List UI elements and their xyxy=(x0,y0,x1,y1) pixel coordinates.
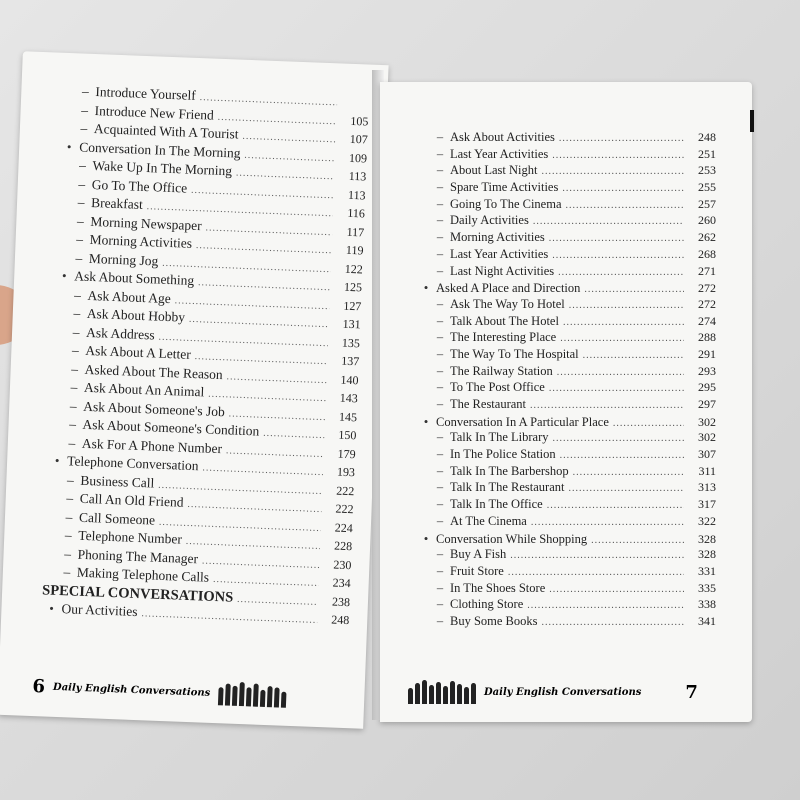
dash-icon: – xyxy=(68,434,76,451)
dash-icon: – xyxy=(436,363,444,378)
toc-entry xyxy=(416,213,716,230)
toc-entry-page: 140 xyxy=(340,372,359,387)
dot-leader xyxy=(263,428,325,441)
toc-entry xyxy=(416,430,716,447)
toc-entry-title: Wake Up In The Morning xyxy=(92,157,233,179)
toc-entry-page: 257 xyxy=(698,196,716,211)
dash-icon: – xyxy=(436,330,444,345)
toc-entry xyxy=(416,380,716,397)
toc-entry-title: Last Night Activities xyxy=(450,263,555,278)
toc-entry xyxy=(416,297,716,314)
dash-icon: – xyxy=(80,120,88,136)
dash-icon: – xyxy=(66,490,74,506)
toc-entry-title: In The Shoes Store xyxy=(450,580,546,595)
toc-entry-page: 119 xyxy=(345,242,364,258)
dash-icon: – xyxy=(64,527,73,543)
toc-entry-title: Call Someone xyxy=(78,509,156,528)
dash-icon: – xyxy=(77,194,85,210)
toc-entry-page: 331 xyxy=(698,563,716,578)
toc-entry-page: 253 xyxy=(698,163,716,178)
dot-leader xyxy=(205,222,332,238)
people-silhouette-icon xyxy=(408,680,476,704)
toc-entry-page: 288 xyxy=(698,330,716,345)
dash-icon: – xyxy=(75,249,83,266)
bullet-icon: • xyxy=(54,452,60,468)
dot-leader xyxy=(510,550,684,561)
dash-icon: – xyxy=(436,346,444,361)
dash-icon: – xyxy=(436,597,444,612)
toc-entry-page: 113 xyxy=(348,168,367,184)
bullet-icon: • xyxy=(66,138,72,154)
toc-entry-page: 150 xyxy=(338,427,357,443)
toc-entry-title: The Interesting Place xyxy=(450,330,557,345)
toc-entry-title: Asked About The Reason xyxy=(84,361,224,382)
toc-entry xyxy=(416,597,716,614)
dash-icon: – xyxy=(436,397,444,411)
dash-icon: – xyxy=(436,180,444,195)
toc-entry-page: 116 xyxy=(347,205,366,221)
dot-leader xyxy=(242,131,336,146)
dot-leader xyxy=(559,133,684,144)
toc-entry-page: 311 xyxy=(698,463,716,478)
toc-entry-title: Conversation In The Morning xyxy=(78,138,241,161)
toc-entry-title: Business Call xyxy=(80,472,155,491)
toc-entry-page: 297 xyxy=(698,397,716,411)
dot-leader xyxy=(228,408,325,423)
toc-entry-title: Talk In The Barbershop xyxy=(450,463,569,478)
toc-entry xyxy=(416,163,716,180)
dot-leader xyxy=(186,536,321,552)
toc-entry-title: Telephone Number xyxy=(78,527,183,547)
dash-icon: – xyxy=(72,323,80,340)
dot-leader xyxy=(533,216,684,227)
dot-leader xyxy=(236,167,335,182)
toc-entry-page: 193 xyxy=(336,464,356,480)
dot-leader xyxy=(560,333,684,344)
toc-entry-title: At The Cinema xyxy=(450,513,527,528)
dash-icon: – xyxy=(436,246,444,261)
toc-entry-title: Conversation In A Particular Place xyxy=(436,414,609,429)
toc-entry xyxy=(416,547,716,564)
dot-leader xyxy=(613,418,684,429)
dash-icon: – xyxy=(71,360,79,377)
toc-entry-page: 105 xyxy=(350,113,369,129)
toc-entry xyxy=(416,614,716,631)
dot-leader xyxy=(508,567,684,578)
toc-entry-page: 272 xyxy=(698,281,716,296)
toc-section xyxy=(416,531,716,548)
toc-entry-page: 262 xyxy=(698,230,716,245)
toc-entry-page: 107 xyxy=(349,131,369,147)
dot-leader xyxy=(200,92,338,108)
toc-entry-title: Clothing Store xyxy=(450,597,524,612)
toc-entry-page: 122 xyxy=(344,261,364,276)
toc-entry-title: To The Post Office xyxy=(450,380,545,395)
dash-icon: – xyxy=(436,380,444,395)
dot-leader xyxy=(218,111,337,127)
bullet-icon: • xyxy=(423,530,429,546)
toc-entry-page: 137 xyxy=(340,353,360,369)
toc-entry-title: Morning Jog xyxy=(88,250,159,269)
dot-leader xyxy=(527,600,684,611)
dot-leader xyxy=(584,284,684,295)
toc-entry xyxy=(416,464,716,481)
toc-entry-title: Ask About Someone's Condition xyxy=(82,416,260,439)
dot-leader xyxy=(542,166,685,177)
toc-entry-page: 307 xyxy=(698,447,716,462)
dash-icon: – xyxy=(436,580,444,595)
toc-entry-title: Telephone Conversation xyxy=(66,453,199,474)
dash-icon: – xyxy=(78,157,87,173)
toc-entry-title: Our Activities xyxy=(61,601,138,620)
dash-icon: – xyxy=(436,313,444,328)
dot-leader xyxy=(542,617,684,628)
dot-leader xyxy=(237,593,318,607)
toc-entry-title: Introduce Yourself xyxy=(95,84,197,103)
toc-entry-title: Ask For A Phone Number xyxy=(81,435,223,456)
dot-leader xyxy=(568,483,684,494)
dash-icon: – xyxy=(436,497,444,512)
left-page xyxy=(0,51,389,729)
dash-icon: – xyxy=(436,196,444,211)
toc-entry-title: Ask About Someone's Job xyxy=(83,398,226,419)
toc-entry xyxy=(416,364,716,381)
dot-leader xyxy=(547,500,684,511)
toc-entry-title: Last Year Activities xyxy=(450,146,549,161)
toc-entry-page: 228 xyxy=(333,538,353,554)
toc-entry-title: Ask The Way To Hotel xyxy=(450,296,565,311)
toc-entry-title: Last Year Activities xyxy=(450,246,549,261)
dot-leader xyxy=(562,183,684,194)
toc-entry-page: 271 xyxy=(698,263,716,278)
toc-entry xyxy=(416,180,716,197)
toc-entry-page: 338 xyxy=(698,597,716,612)
toc-entry-title: Daily Activities xyxy=(450,213,529,228)
dash-icon: – xyxy=(436,613,444,628)
toc-entry-title: Morning Newspaper xyxy=(90,213,202,233)
toc-entry-title: Call An Old Friend xyxy=(79,490,184,510)
dash-icon: – xyxy=(63,545,72,561)
dash-icon: – xyxy=(436,563,444,578)
dash-icon: – xyxy=(76,231,84,247)
toc-entry xyxy=(416,497,716,514)
dot-leader xyxy=(552,150,684,161)
page-number: 7 xyxy=(685,681,698,703)
page-edge-mark xyxy=(750,110,754,132)
page-footer-left xyxy=(32,674,287,708)
toc-entry-title: Fruit Store xyxy=(450,563,504,578)
toc-entry-page: 248 xyxy=(331,612,350,628)
toc-entry-page: 313 xyxy=(698,480,716,495)
dash-icon: – xyxy=(65,508,73,524)
toc-entry-title: Ask About Activities xyxy=(450,130,555,144)
dash-icon: – xyxy=(66,471,75,487)
dash-icon: – xyxy=(81,102,89,118)
dot-leader xyxy=(226,371,326,386)
toc-entry-page xyxy=(341,105,369,106)
toc-entry-title: Making Telephone Calls xyxy=(76,564,210,585)
dot-leader xyxy=(558,267,684,278)
dot-leader xyxy=(549,233,684,244)
dash-icon: – xyxy=(76,212,85,229)
people-silhouette-icon xyxy=(218,681,287,708)
dot-leader xyxy=(530,400,684,411)
dot-leader xyxy=(198,277,330,293)
dot-leader xyxy=(560,450,684,461)
toc-entry-title: Ask About An Animal xyxy=(83,379,205,400)
toc-entry-page: 260 xyxy=(698,213,716,228)
dash-icon: – xyxy=(78,175,86,192)
dot-leader xyxy=(553,433,684,444)
page-number: 6 xyxy=(32,675,46,698)
toc-entry-page: 317 xyxy=(698,497,716,512)
toc-entry xyxy=(416,314,716,331)
toc-entry-title: Talk In The Restaurant xyxy=(450,480,565,495)
toc-entry-title: Ask About Hobby xyxy=(86,305,186,325)
toc-entry-title: Morning Activities xyxy=(89,231,193,251)
dot-leader xyxy=(583,350,684,361)
toc-entry-page: 328 xyxy=(698,547,716,562)
toc-list-right xyxy=(416,130,716,631)
dot-leader xyxy=(531,517,684,528)
dot-leader xyxy=(569,300,684,311)
toc-entry-page: 230 xyxy=(333,557,352,572)
toc-entry-title: About Last Night xyxy=(450,163,538,178)
toc-entry xyxy=(416,247,716,264)
dot-leader xyxy=(191,184,334,200)
dash-icon: – xyxy=(436,130,444,144)
toc-entry-title: Conversation While Shopping xyxy=(436,531,588,546)
toc-entry-page: 224 xyxy=(334,520,354,535)
book-title: Daily English Conversations xyxy=(52,681,211,699)
dash-icon: – xyxy=(71,342,80,358)
toc-entry-page: 293 xyxy=(698,363,716,378)
toc-entry-title: In The Police Station xyxy=(450,447,556,462)
toc-entry-page: 255 xyxy=(698,180,716,195)
dot-leader xyxy=(552,250,684,261)
dash-icon: – xyxy=(73,305,81,321)
toc-entry-title: Go To The Office xyxy=(91,176,188,196)
dash-icon: – xyxy=(73,286,82,303)
toc-entry-page: 295 xyxy=(698,380,716,395)
toc-entry xyxy=(416,581,716,598)
dash-icon: – xyxy=(436,163,444,178)
toc-entry xyxy=(416,264,716,281)
dot-leader xyxy=(563,317,684,328)
toc-entry-title: Introduce New Friend xyxy=(94,102,215,123)
dot-leader xyxy=(557,367,684,378)
toc-entry-title: Morning Activities xyxy=(450,230,545,245)
toc-entry xyxy=(416,347,716,364)
toc-entry-page: 251 xyxy=(698,146,716,161)
dash-icon: – xyxy=(436,296,444,311)
toc-entry-title: Ask About Something xyxy=(74,268,195,288)
dash-icon: – xyxy=(63,564,71,580)
toc-entry-page: 322 xyxy=(698,513,716,528)
dash-icon: – xyxy=(69,397,77,414)
toc-entry xyxy=(416,130,716,147)
toc-entry-page: 127 xyxy=(343,298,362,313)
toc-entry-title: Talk In The Library xyxy=(450,430,549,445)
toc-entry-page: 272 xyxy=(698,296,716,311)
toc-entry-page: 274 xyxy=(698,313,716,328)
toc-entry-page: 222 xyxy=(335,483,355,498)
dot-leader xyxy=(208,389,326,405)
toc-entry-page: 222 xyxy=(335,501,354,517)
toc-entry-page: 248 xyxy=(698,130,716,144)
toc-entry-page: 341 xyxy=(698,613,716,628)
toc-entry-page: 234 xyxy=(332,575,351,591)
dot-leader xyxy=(187,499,321,515)
dash-icon: – xyxy=(436,213,444,228)
dash-icon: – xyxy=(436,547,444,562)
book-title: Daily English Conversations xyxy=(484,686,642,698)
bullet-icon: • xyxy=(423,280,429,296)
dash-icon: – xyxy=(436,146,444,161)
dot-leader xyxy=(573,467,684,478)
right-page xyxy=(380,82,752,722)
toc-entry-title: Asked A Place and Direction xyxy=(436,281,581,296)
toc-entry-page: 145 xyxy=(338,409,358,424)
dash-icon: – xyxy=(70,379,78,395)
dot-leader xyxy=(591,535,684,546)
dot-leader xyxy=(194,351,327,367)
dash-icon: – xyxy=(68,416,77,432)
bullet-icon: • xyxy=(423,413,429,429)
toc-entry-title: SPECIAL CONVERSATIONS xyxy=(41,581,234,606)
dash-icon: – xyxy=(81,83,90,99)
toc-entry-title: Talk In The Office xyxy=(450,497,543,512)
toc-entry-page: 117 xyxy=(346,224,365,239)
bullet-icon: • xyxy=(61,267,67,284)
toc-entry xyxy=(416,480,716,497)
toc-entry xyxy=(416,447,716,464)
dot-leader xyxy=(202,555,320,571)
toc-entry-page: 291 xyxy=(698,346,716,361)
toc-entry-page: 135 xyxy=(341,335,361,350)
toc-entry-title: Talk About The Hotel xyxy=(450,313,559,328)
toc-entry xyxy=(416,147,716,164)
dash-icon: – xyxy=(436,230,444,245)
toc-entry xyxy=(416,397,716,414)
dot-leader xyxy=(226,445,324,460)
toc-entry-title: Breakfast xyxy=(90,194,144,212)
dash-icon: – xyxy=(436,447,444,462)
toc-entry xyxy=(416,197,716,214)
toc-section xyxy=(416,414,716,431)
dash-icon: – xyxy=(436,463,444,478)
dash-icon: – xyxy=(436,513,444,528)
toc-entry-title: Ask About A Letter xyxy=(85,342,192,362)
toc-entry-page: 302 xyxy=(698,414,716,429)
dash-icon: – xyxy=(436,480,444,495)
toc-entry-page: 302 xyxy=(698,430,716,445)
dot-leader xyxy=(213,574,319,589)
toc-entry-page: 179 xyxy=(337,446,356,461)
toc-entry-page: 335 xyxy=(698,580,716,595)
toc-entry-title: Ask Address xyxy=(85,324,156,342)
dot-leader xyxy=(196,240,332,256)
dot-leader xyxy=(141,608,317,626)
dash-icon: – xyxy=(436,430,444,445)
dot-leader xyxy=(549,584,684,595)
toc-entry-title: The Restaurant xyxy=(450,397,527,411)
toc-entry-title: Phoning The Manager xyxy=(77,546,199,566)
toc-entry-page: 328 xyxy=(698,531,716,546)
toc-entry-title: Spare Time Activities xyxy=(450,180,559,195)
toc-entry-title: Ask About Age xyxy=(87,287,172,306)
toc-entry-title: The Railway Station xyxy=(450,363,553,378)
toc-entry-title: Going To The Cinema xyxy=(450,196,562,211)
dot-leader xyxy=(202,462,323,478)
toc-entry-page: 143 xyxy=(339,390,359,406)
toc-entry xyxy=(416,230,716,247)
toc-section xyxy=(416,280,716,297)
dot-leader xyxy=(549,383,684,394)
toc-entry-page: 268 xyxy=(698,246,716,261)
dot-leader xyxy=(566,200,685,211)
toc-list-left xyxy=(41,83,369,631)
page-footer-right xyxy=(408,680,698,704)
toc-entry-page: 109 xyxy=(348,150,368,166)
dot-leader xyxy=(244,149,335,163)
toc-entry-page: 131 xyxy=(342,316,361,332)
toc-entry xyxy=(416,564,716,581)
bullet-icon: • xyxy=(48,600,55,616)
toc-entry-title: Buy Some Books xyxy=(450,613,538,628)
dash-icon: – xyxy=(436,263,444,278)
toc-entry-page: 238 xyxy=(331,593,351,609)
toc-entry-page: 125 xyxy=(343,279,363,295)
toc-entry-title: The Way To The Hospital xyxy=(450,346,579,361)
toc-entry-page: 113 xyxy=(347,187,366,202)
toc-entry xyxy=(416,330,716,347)
toc-entry xyxy=(416,514,716,531)
dot-leader xyxy=(189,314,329,330)
toc-entry-title: Buy A Fish xyxy=(450,547,507,562)
toc-entry-title: Acquainted With A Tourist xyxy=(93,121,239,142)
